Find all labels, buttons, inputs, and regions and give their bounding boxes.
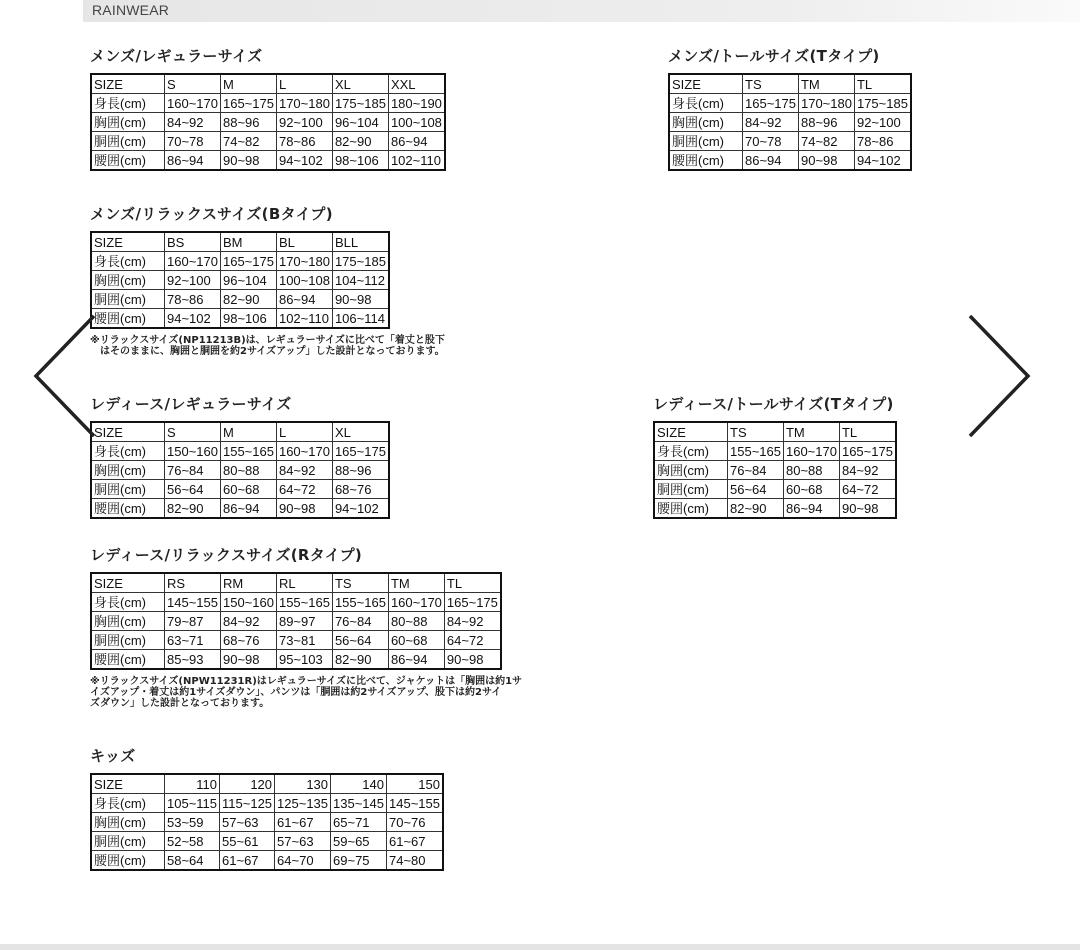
- table-cell: XL: [332, 74, 388, 94]
- note-line: ズダウン」した設計となっております。: [90, 698, 270, 709]
- table-cell: 100~108: [388, 113, 444, 132]
- table-cell: 84~92: [220, 612, 276, 631]
- table-cell: 80~88: [388, 612, 444, 631]
- section-title: メンズ/トールサイズ(Tタイプ): [668, 47, 880, 65]
- table-cell: 79~87: [165, 612, 221, 631]
- relax-note: [90, 676, 522, 709]
- table-cell: 64~70: [275, 851, 331, 871]
- ladies-relax-table: [90, 572, 502, 670]
- table-cell: 92~100: [854, 113, 910, 132]
- chevron-left-icon[interactable]: [28, 312, 100, 440]
- table-cell: 104~112: [332, 271, 388, 290]
- table-row: [654, 480, 896, 499]
- table-cell: 80~88: [783, 461, 839, 480]
- table-cell: 155~165: [220, 442, 276, 461]
- table-cell: 94~102: [332, 499, 388, 519]
- table-row: [669, 113, 911, 132]
- table-cell: 86~94: [165, 151, 221, 171]
- table-cell: 90~98: [798, 151, 854, 171]
- row-label-cell: 腰囲(cm): [91, 499, 165, 519]
- note-line: ※リラックスサイズ(NPW11231R)はレギュラーサイズに比べて、ジャケットは「胸囲は約1サ: [90, 676, 523, 687]
- table-cell: TS: [743, 74, 799, 94]
- table-cell: 56~64: [332, 631, 388, 650]
- table-cell: 115~125: [220, 794, 275, 813]
- table-cell: TM: [783, 422, 839, 442]
- table-cell: 52~58: [165, 832, 220, 851]
- table-cell: 64~72: [276, 480, 332, 499]
- table-cell: 57~63: [275, 832, 331, 851]
- table-cell: 90~98: [332, 290, 388, 309]
- table-cell: 82~90: [220, 290, 276, 309]
- table-row: [91, 650, 501, 670]
- table-cell: 140: [331, 774, 387, 794]
- table-cell: 84~92: [276, 461, 332, 480]
- table-cell: 105~115: [165, 794, 220, 813]
- row-label-cell: SIZE: [669, 74, 743, 94]
- kids-table: [90, 773, 444, 871]
- ladies-tall-section: [653, 394, 897, 519]
- row-label-cell: 胴囲(cm): [91, 132, 165, 151]
- table-row: [91, 113, 445, 132]
- table-row: [654, 442, 896, 461]
- table-header-row: [91, 74, 445, 94]
- table-row: [91, 252, 389, 271]
- table-row: [91, 480, 389, 499]
- row-label-cell: 身長(cm): [91, 94, 165, 113]
- table-row: [654, 461, 896, 480]
- table-row: [91, 593, 501, 612]
- table-cell: 68~76: [220, 631, 276, 650]
- table-row: [91, 794, 443, 813]
- table-cell: RS: [165, 573, 221, 593]
- table-row: [91, 461, 389, 480]
- row-label-cell: SIZE: [91, 774, 165, 794]
- table-cell: 98~106: [220, 309, 276, 329]
- table-cell: 86~94: [783, 499, 839, 519]
- table-cell: 61~67: [220, 851, 275, 871]
- table-cell: 64~72: [444, 631, 500, 650]
- table-row: [91, 851, 443, 871]
- note-line: ※リラックスサイズ(NP11213B)は、レギュラーサイズに比べて「着丈と股下: [90, 335, 445, 346]
- table-cell: 86~94: [388, 650, 444, 670]
- table-cell: 155~165: [332, 593, 388, 612]
- table-cell: 94~102: [276, 151, 332, 171]
- table-cell: M: [220, 74, 276, 94]
- section-title: レディース/トールサイズ(Tタイプ): [653, 395, 894, 413]
- table-cell: 150~160: [220, 593, 276, 612]
- row-label-cell: 胸囲(cm): [654, 461, 728, 480]
- table-cell: 106~114: [332, 309, 388, 329]
- mens-tall-table: [668, 73, 912, 171]
- table-cell: 130: [275, 774, 331, 794]
- table-cell: RM: [220, 573, 276, 593]
- table-row: [91, 499, 389, 519]
- table-row: [669, 132, 911, 151]
- table-cell: 90~98: [276, 499, 332, 519]
- table-cell: 150~160: [165, 442, 221, 461]
- table-cell: 86~94: [220, 499, 276, 519]
- table-cell: 102~110: [276, 309, 332, 329]
- table-row: [91, 290, 389, 309]
- table-row: [91, 132, 445, 151]
- table-cell: 61~67: [275, 813, 331, 832]
- table-cell: 82~90: [165, 499, 221, 519]
- table-cell: 125~135: [275, 794, 331, 813]
- ladies-tall-table: [653, 421, 897, 519]
- row-label-cell: 腰囲(cm): [91, 851, 165, 871]
- table-cell: 84~92: [839, 461, 895, 480]
- table-cell: 120: [220, 774, 275, 794]
- table-cell: 170~180: [798, 94, 854, 113]
- table-cell: 135~145: [331, 794, 387, 813]
- table-cell: 175~185: [332, 252, 388, 271]
- table-cell: 55~61: [220, 832, 275, 851]
- table-header-row: [669, 74, 911, 94]
- table-cell: XL: [332, 422, 388, 442]
- row-label-cell: 腰囲(cm): [669, 151, 743, 171]
- table-row: [669, 151, 911, 171]
- table-cell: 94~102: [854, 151, 910, 171]
- row-label-cell: 身長(cm): [91, 442, 165, 461]
- row-label-cell: 身長(cm): [669, 94, 743, 113]
- table-cell: 96~104: [332, 113, 388, 132]
- row-label-cell: 胴囲(cm): [91, 832, 165, 851]
- table-cell: 80~88: [220, 461, 276, 480]
- table-cell: XXL: [388, 74, 444, 94]
- mens-regular-section: [90, 46, 446, 171]
- table-cell: 145~155: [387, 794, 443, 813]
- mens-regular-table: [90, 73, 446, 171]
- table-row: [654, 499, 896, 519]
- mens-relax-section: [90, 204, 445, 357]
- title-bar: [83, 0, 1080, 22]
- table-cell: 85~93: [165, 650, 221, 670]
- chevron-right-icon[interactable]: [964, 312, 1036, 440]
- table-cell: 82~90: [728, 499, 784, 519]
- table-cell: 69~75: [331, 851, 387, 871]
- table-cell: TL: [839, 422, 895, 442]
- table-cell: 70~78: [165, 132, 221, 151]
- table-cell: 90~98: [220, 650, 276, 670]
- table-cell: 82~90: [332, 650, 388, 670]
- kids-section: [90, 746, 444, 871]
- table-cell: 60~68: [783, 480, 839, 499]
- mens-tall-section: [668, 46, 912, 171]
- table-cell: 170~180: [276, 252, 332, 271]
- table-cell: 95~103: [276, 650, 332, 670]
- table-cell: L: [276, 74, 332, 94]
- row-label-cell: 身長(cm): [654, 442, 728, 461]
- section-title: レディース/リラックスサイズ(Rタイプ): [90, 546, 363, 564]
- row-label-cell: 腰囲(cm): [91, 650, 165, 670]
- table-row: [91, 309, 389, 329]
- table-cell: 90~98: [220, 151, 276, 171]
- table-cell: 88~96: [332, 461, 388, 480]
- row-label-cell: 胸囲(cm): [91, 113, 165, 132]
- table-cell: 170~180: [276, 94, 332, 113]
- table-cell: L: [276, 422, 332, 442]
- table-cell: BS: [165, 232, 221, 252]
- table-cell: TL: [854, 74, 910, 94]
- table-cell: 94~102: [165, 309, 221, 329]
- table-cell: 58~64: [165, 851, 220, 871]
- row-label-cell: 胸囲(cm): [91, 813, 165, 832]
- table-cell: 74~80: [387, 851, 443, 871]
- table-cell: 165~175: [332, 442, 388, 461]
- ladies-relax-section: [90, 545, 522, 709]
- table-cell: 155~165: [728, 442, 784, 461]
- table-cell: 160~170: [165, 94, 221, 113]
- row-label-cell: 腰囲(cm): [654, 499, 728, 519]
- table-row: [91, 151, 445, 171]
- table-header-row: [91, 573, 501, 593]
- relax-note: [90, 335, 445, 357]
- table-cell: 59~65: [331, 832, 387, 851]
- table-row: [91, 832, 443, 851]
- table-cell: M: [220, 422, 276, 442]
- table-cell: 96~104: [220, 271, 276, 290]
- table-cell: 84~92: [444, 612, 500, 631]
- row-label-cell: 胴囲(cm): [91, 631, 165, 650]
- table-cell: 74~82: [220, 132, 276, 151]
- table-cell: 57~63: [220, 813, 275, 832]
- row-label-cell: SIZE: [91, 232, 165, 252]
- table-cell: 92~100: [165, 271, 221, 290]
- table-cell: 60~68: [388, 631, 444, 650]
- table-cell: 68~76: [332, 480, 388, 499]
- table-cell: 88~96: [220, 113, 276, 132]
- table-cell: 160~170: [165, 252, 221, 271]
- table-cell: 110: [165, 774, 220, 794]
- table-cell: 76~84: [165, 461, 221, 480]
- table-cell: 98~106: [332, 151, 388, 171]
- row-label-cell: SIZE: [91, 573, 165, 593]
- row-label-cell: 胸囲(cm): [91, 271, 165, 290]
- table-cell: 180~190: [388, 94, 444, 113]
- table-cell: 73~81: [276, 631, 332, 650]
- page-title: RAINWEAR: [92, 2, 170, 18]
- table-cell: 61~67: [387, 832, 443, 851]
- row-label-cell: 胴囲(cm): [654, 480, 728, 499]
- table-cell: 56~64: [728, 480, 784, 499]
- table-cell: 65~71: [331, 813, 387, 832]
- table-cell: 165~175: [220, 252, 276, 271]
- footer-divider: [0, 944, 1080, 950]
- table-cell: 90~98: [839, 499, 895, 519]
- table-cell: 60~68: [220, 480, 276, 499]
- table-cell: 86~94: [276, 290, 332, 309]
- table-cell: TM: [388, 573, 444, 593]
- table-header-row: [91, 422, 389, 442]
- table-row: [91, 813, 443, 832]
- table-cell: 86~94: [743, 151, 799, 171]
- row-label-cell: 身長(cm): [91, 794, 165, 813]
- table-header-row: [654, 422, 896, 442]
- table-cell: 78~86: [854, 132, 910, 151]
- table-cell: 76~84: [728, 461, 784, 480]
- table-cell: 160~170: [276, 442, 332, 461]
- mens-relax-table: [90, 231, 390, 329]
- ladies-regular-section: [90, 394, 390, 519]
- table-cell: 78~86: [165, 290, 221, 309]
- row-label-cell: SIZE: [91, 422, 165, 442]
- table-cell: TM: [798, 74, 854, 94]
- table-cell: 92~100: [276, 113, 332, 132]
- table-cell: 88~96: [798, 113, 854, 132]
- table-cell: 63~71: [165, 631, 221, 650]
- note-line: イズアップ・着丈は約1サイズダウン」、パンツは「胴囲は約2サイズアップ、股下は約2サイ: [90, 687, 502, 698]
- row-label-cell: 胴囲(cm): [91, 480, 165, 499]
- table-row: [91, 631, 501, 650]
- row-label-cell: 胸囲(cm): [91, 612, 165, 631]
- table-cell: 78~86: [276, 132, 332, 151]
- section-title: メンズ/レギュラーサイズ: [90, 47, 263, 65]
- table-cell: 165~175: [444, 593, 500, 612]
- table-cell: 165~175: [839, 442, 895, 461]
- table-cell: S: [165, 74, 221, 94]
- table-cell: 86~94: [388, 132, 444, 151]
- table-cell: 56~64: [165, 480, 221, 499]
- table-row: [91, 442, 389, 461]
- table-cell: 165~175: [220, 94, 276, 113]
- table-row: [91, 94, 445, 113]
- table-header-row: [91, 232, 389, 252]
- table-cell: 53~59: [165, 813, 220, 832]
- table-cell: 155~165: [276, 593, 332, 612]
- table-cell: 100~108: [276, 271, 332, 290]
- row-label-cell: 胴囲(cm): [91, 290, 165, 309]
- table-cell: 175~185: [854, 94, 910, 113]
- table-cell: 74~82: [798, 132, 854, 151]
- row-label-cell: SIZE: [91, 74, 165, 94]
- table-cell: 175~185: [332, 94, 388, 113]
- row-label-cell: 身長(cm): [91, 593, 165, 612]
- section-title: メンズ/リラックスサイズ(Bタイプ): [90, 205, 333, 223]
- table-cell: TS: [332, 573, 388, 593]
- table-cell: 84~92: [165, 113, 221, 132]
- row-label-cell: 胸囲(cm): [669, 113, 743, 132]
- table-cell: 84~92: [743, 113, 799, 132]
- table-row: [91, 271, 389, 290]
- row-label-cell: 胴囲(cm): [669, 132, 743, 151]
- table-cell: 165~175: [743, 94, 799, 113]
- table-cell: 64~72: [839, 480, 895, 499]
- table-cell: BLL: [332, 232, 388, 252]
- table-cell: RL: [276, 573, 332, 593]
- row-label-cell: 腰囲(cm): [91, 151, 165, 171]
- table-header-row: [91, 774, 443, 794]
- table-cell: TS: [728, 422, 784, 442]
- section-title: レディース/レギュラーサイズ: [90, 395, 292, 413]
- row-label-cell: 胸囲(cm): [91, 461, 165, 480]
- table-cell: 145~155: [165, 593, 221, 612]
- row-label-cell: 腰囲(cm): [91, 309, 165, 329]
- table-cell: 82~90: [332, 132, 388, 151]
- table-cell: 160~170: [783, 442, 839, 461]
- table-row: [669, 94, 911, 113]
- ladies-regular-table: [90, 421, 390, 519]
- table-cell: 160~170: [388, 593, 444, 612]
- table-cell: 90~98: [444, 650, 500, 670]
- table-cell: 102~110: [388, 151, 444, 171]
- row-label-cell: 身長(cm): [91, 252, 165, 271]
- table-cell: 89~97: [276, 612, 332, 631]
- table-cell: BL: [276, 232, 332, 252]
- row-label-cell: SIZE: [654, 422, 728, 442]
- table-cell: 150: [387, 774, 443, 794]
- table-row: [91, 612, 501, 631]
- table-cell: 70~76: [387, 813, 443, 832]
- note-line: はそのままに、胸囲と胴囲を約2サイズアップ」した設計となっております。: [90, 346, 445, 357]
- table-cell: TL: [444, 573, 500, 593]
- table-cell: BM: [220, 232, 276, 252]
- table-cell: 70~78: [743, 132, 799, 151]
- section-title: キッズ: [90, 747, 136, 765]
- table-cell: S: [165, 422, 221, 442]
- table-cell: 76~84: [332, 612, 388, 631]
